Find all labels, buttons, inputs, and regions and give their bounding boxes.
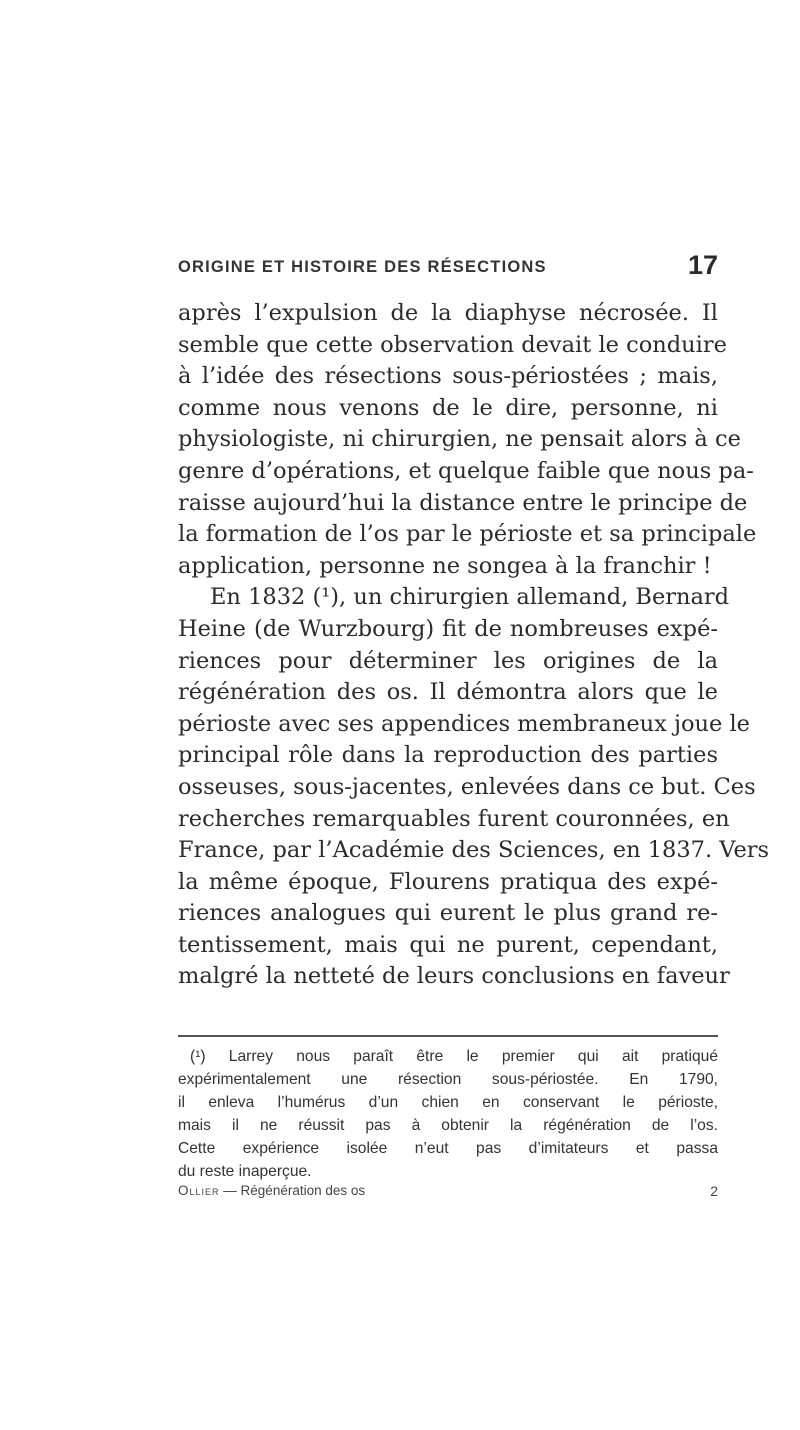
page-number: 17: [687, 250, 718, 280]
text-line: la même époque, Flourens pratiqua des expé-: [178, 868, 718, 895]
signature-work: Régénération des os: [240, 1183, 366, 1198]
printer-signature: [178, 1183, 718, 1205]
text-line: malgré la netteté de leurs conclusions en faveur: [178, 963, 730, 990]
footnote-line: expérimentalement une résection sous-périostée. En 1790,: [178, 1071, 718, 1088]
text-line: raisse aujourd’hui la distance entre le principe de: [178, 489, 748, 516]
footnote-line: mais il ne réussit pas à obtenir la régénération de l’os.: [178, 1117, 718, 1134]
text-line: recherches remarquables furent couronnées, en: [178, 805, 730, 832]
footnote-line: (¹) Larrey nous paraît être le premier qui ait pratiqué: [190, 1048, 718, 1065]
signature-separator: —: [223, 1183, 237, 1198]
text-line: la formation de l’os par le périoste et sa principale: [178, 521, 757, 548]
paragraph-start-line: En 1832 (¹), un chirurgien allemand, Bernard: [210, 584, 730, 611]
footnote-line: Cette expérience isolée n’eut pas d’imitateurs et passa: [178, 1140, 718, 1157]
text-line: application, personne ne songea à la franchir !: [178, 552, 712, 579]
signature-author: Ollier: [178, 1183, 220, 1198]
text-line: après l’expulsion de la diaphyse nécrosée. Il: [178, 300, 718, 326]
running-title: ORIGINE ET HISTOIRE DES RÉSECTIONS: [178, 258, 547, 276]
text-line: genre d’opérations, et quelque faible que nous pa-: [178, 457, 754, 484]
text-line: riences analogues qui eurent le plus grand re-: [178, 900, 718, 927]
signature-text: [178, 1183, 365, 1198]
text-line: osseuses, sous-jacentes, enlevées dans ce but. Ces: [178, 773, 756, 800]
text-line: Heine (de Wurzbourg) fit de nombreuses expé-: [178, 615, 718, 642]
text-line: physiologiste, ni chirurgien, ne pensait alors à ce: [178, 426, 741, 453]
signature-sheet-number: 2: [710, 1183, 718, 1199]
running-head: [178, 250, 718, 286]
footnote-line: du reste inaperçue.: [178, 1163, 312, 1180]
text-line: France, par l’Académie des Sciences, en 1837. Vers: [178, 837, 770, 864]
text-line: comme nous venons de le dire, personne, ni: [178, 394, 718, 421]
text-line: à l’idée des résections sous-périostées ; mais,: [178, 363, 718, 390]
footnote-line: il enleva l’humérus d’un chien en conservant le périoste,: [178, 1094, 718, 1111]
footnote-rule: [178, 1035, 718, 1037]
text-line: riences pour déterminer les origines de la: [178, 647, 718, 674]
text-line: périoste avec ses appendices membraneux joue le: [178, 710, 750, 737]
text-line: principal rôle dans la reproduction des parties: [178, 742, 718, 769]
footnote: [178, 1045, 718, 1183]
text-line: tentissement, mais qui ne purent, cependant,: [178, 931, 718, 958]
body-text: [178, 298, 770, 993]
text-line: semble que cette observation devait le conduire: [178, 331, 727, 358]
text-line: régénération des os. Il démontra alors que le: [178, 679, 718, 706]
